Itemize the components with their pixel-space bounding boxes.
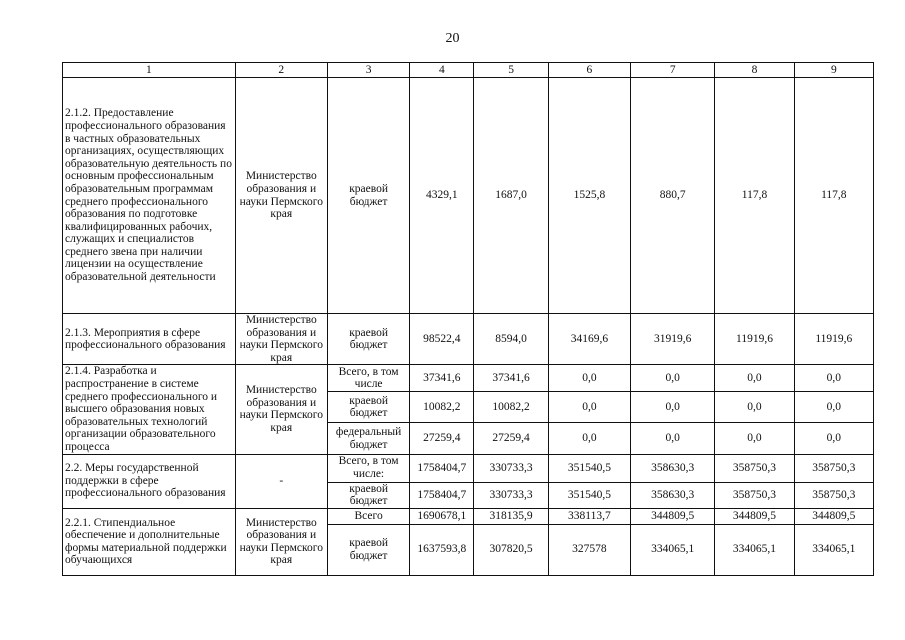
executor-cell: Министерство образования и науки Пермского края xyxy=(235,508,327,575)
table-row xyxy=(63,78,874,314)
amount-cell: 0,0 xyxy=(794,423,873,454)
amount-cell: 318135,9 xyxy=(474,508,548,524)
funding-source-cell: краевой бюджет xyxy=(327,392,409,423)
amount-cell: 338113,7 xyxy=(548,508,630,524)
amount-cell: 0,0 xyxy=(548,365,630,392)
amount-cell: 358750,3 xyxy=(715,454,794,482)
amount-cell: 1758404,7 xyxy=(410,482,474,508)
amount-cell: 880,7 xyxy=(631,78,715,314)
amount-cell: 307820,5 xyxy=(474,524,548,575)
amount-cell: 334065,1 xyxy=(794,524,873,575)
amount-cell: 334065,1 xyxy=(715,524,794,575)
column-header: 4 xyxy=(410,63,474,78)
amount-cell: 11919,6 xyxy=(715,314,794,365)
amount-cell: 1525,8 xyxy=(548,78,630,314)
amount-cell: 0,0 xyxy=(548,423,630,454)
activity-name-cell: 2.2. Меры государственной поддержки в сфере профессионального образования xyxy=(63,454,236,508)
table-row xyxy=(63,365,874,392)
amount-cell: 98522,4 xyxy=(410,314,474,365)
column-header: 1 xyxy=(63,63,236,78)
amount-cell: 11919,6 xyxy=(794,314,873,365)
amount-cell: 358750,3 xyxy=(794,482,873,508)
funding-source-cell: краевой бюджет xyxy=(327,524,409,575)
table-row xyxy=(63,454,874,482)
column-header: 8 xyxy=(715,63,794,78)
amount-cell: 1690678,1 xyxy=(410,508,474,524)
amount-cell: 344809,5 xyxy=(631,508,715,524)
amount-cell: 37341,6 xyxy=(410,365,474,392)
amount-cell: 1758404,7 xyxy=(410,454,474,482)
funding-source-cell: краевой бюджет xyxy=(327,78,409,314)
activity-name-cell: 2.1.2. Предоставление профессионального образования в частных образовательных организациях, осуществляющих образовательную деятельность по основным профессиональным образовательным программам среднего профессионального образования по подготовке квалифицированных рабочих, служащих и специалистов среднего звена при наличии лицензии на осуществление образовательной деятельности xyxy=(63,78,236,314)
amount-cell: 0,0 xyxy=(548,392,630,423)
table-row xyxy=(63,314,874,365)
column-header: 5 xyxy=(474,63,548,78)
executor-cell: Министерство образования и науки Пермского края xyxy=(235,314,327,365)
amount-cell: 344809,5 xyxy=(794,508,873,524)
amount-cell: 330733,3 xyxy=(474,482,548,508)
activity-name-cell: 2.1.4. Разработка и распространение в системе среднего профессионального и высшего образования новых образовательных технологий организации образовательного процесса xyxy=(63,365,236,454)
amount-cell: 1637593,8 xyxy=(410,524,474,575)
amount-cell: 4329,1 xyxy=(410,78,474,314)
amount-cell: 0,0 xyxy=(715,423,794,454)
amount-cell: 10082,2 xyxy=(474,392,548,423)
amount-cell: 1687,0 xyxy=(474,78,548,314)
funding-source-cell: Всего xyxy=(327,508,409,524)
executor-cell: - xyxy=(235,454,327,508)
amount-cell: 0,0 xyxy=(631,365,715,392)
activity-name-cell: 2.2.1. Стипендиальное обеспечение и дополнительные формы материальной поддержки обучающихся xyxy=(63,508,236,575)
amount-cell: 327578 xyxy=(548,524,630,575)
table-row xyxy=(63,508,874,524)
funding-source-cell: федеральный бюджет xyxy=(327,423,409,454)
amount-cell: 0,0 xyxy=(794,365,873,392)
amount-cell: 330733,3 xyxy=(474,454,548,482)
funding-source-cell: краевой бюджет xyxy=(327,482,409,508)
amount-cell: 34169,6 xyxy=(548,314,630,365)
activity-name-cell: 2.1.3. Мероприятия в сфере профессионального образования xyxy=(63,314,236,365)
amount-cell: 31919,6 xyxy=(631,314,715,365)
budget-table xyxy=(62,62,874,576)
amount-cell: 358630,3 xyxy=(631,454,715,482)
amount-cell: 27259,4 xyxy=(410,423,474,454)
amount-cell: 8594,0 xyxy=(474,314,548,365)
funding-source-cell: Всего, в том числе xyxy=(327,365,409,392)
column-header: 7 xyxy=(631,63,715,78)
executor-cell: Министерство образования и науки Пермского края xyxy=(235,78,327,314)
funding-source-cell: краевой бюджет xyxy=(327,314,409,365)
column-header: 6 xyxy=(548,63,630,78)
amount-cell: 351540,5 xyxy=(548,454,630,482)
amount-cell: 0,0 xyxy=(794,392,873,423)
amount-cell: 351540,5 xyxy=(548,482,630,508)
funding-source-cell: Всего, в том числе: xyxy=(327,454,409,482)
column-header: 3 xyxy=(327,63,409,78)
amount-cell: 10082,2 xyxy=(410,392,474,423)
amount-cell: 358750,3 xyxy=(794,454,873,482)
executor-cell: Министерство образования и науки Пермского края xyxy=(235,365,327,454)
amount-cell: 27259,4 xyxy=(474,423,548,454)
amount-cell: 358630,3 xyxy=(631,482,715,508)
column-header: 9 xyxy=(794,63,873,78)
amount-cell: 344809,5 xyxy=(715,508,794,524)
page-number: 20 xyxy=(445,31,460,46)
amount-cell: 0,0 xyxy=(715,365,794,392)
amount-cell: 0,0 xyxy=(631,392,715,423)
column-header: 2 xyxy=(235,63,327,78)
amount-cell: 117,8 xyxy=(715,78,794,314)
amount-cell: 358750,3 xyxy=(715,482,794,508)
amount-cell: 0,0 xyxy=(631,423,715,454)
amount-cell: 117,8 xyxy=(794,78,873,314)
amount-cell: 334065,1 xyxy=(631,524,715,575)
header-row xyxy=(63,63,874,78)
amount-cell: 37341,6 xyxy=(474,365,548,392)
amount-cell: 0,0 xyxy=(715,392,794,423)
